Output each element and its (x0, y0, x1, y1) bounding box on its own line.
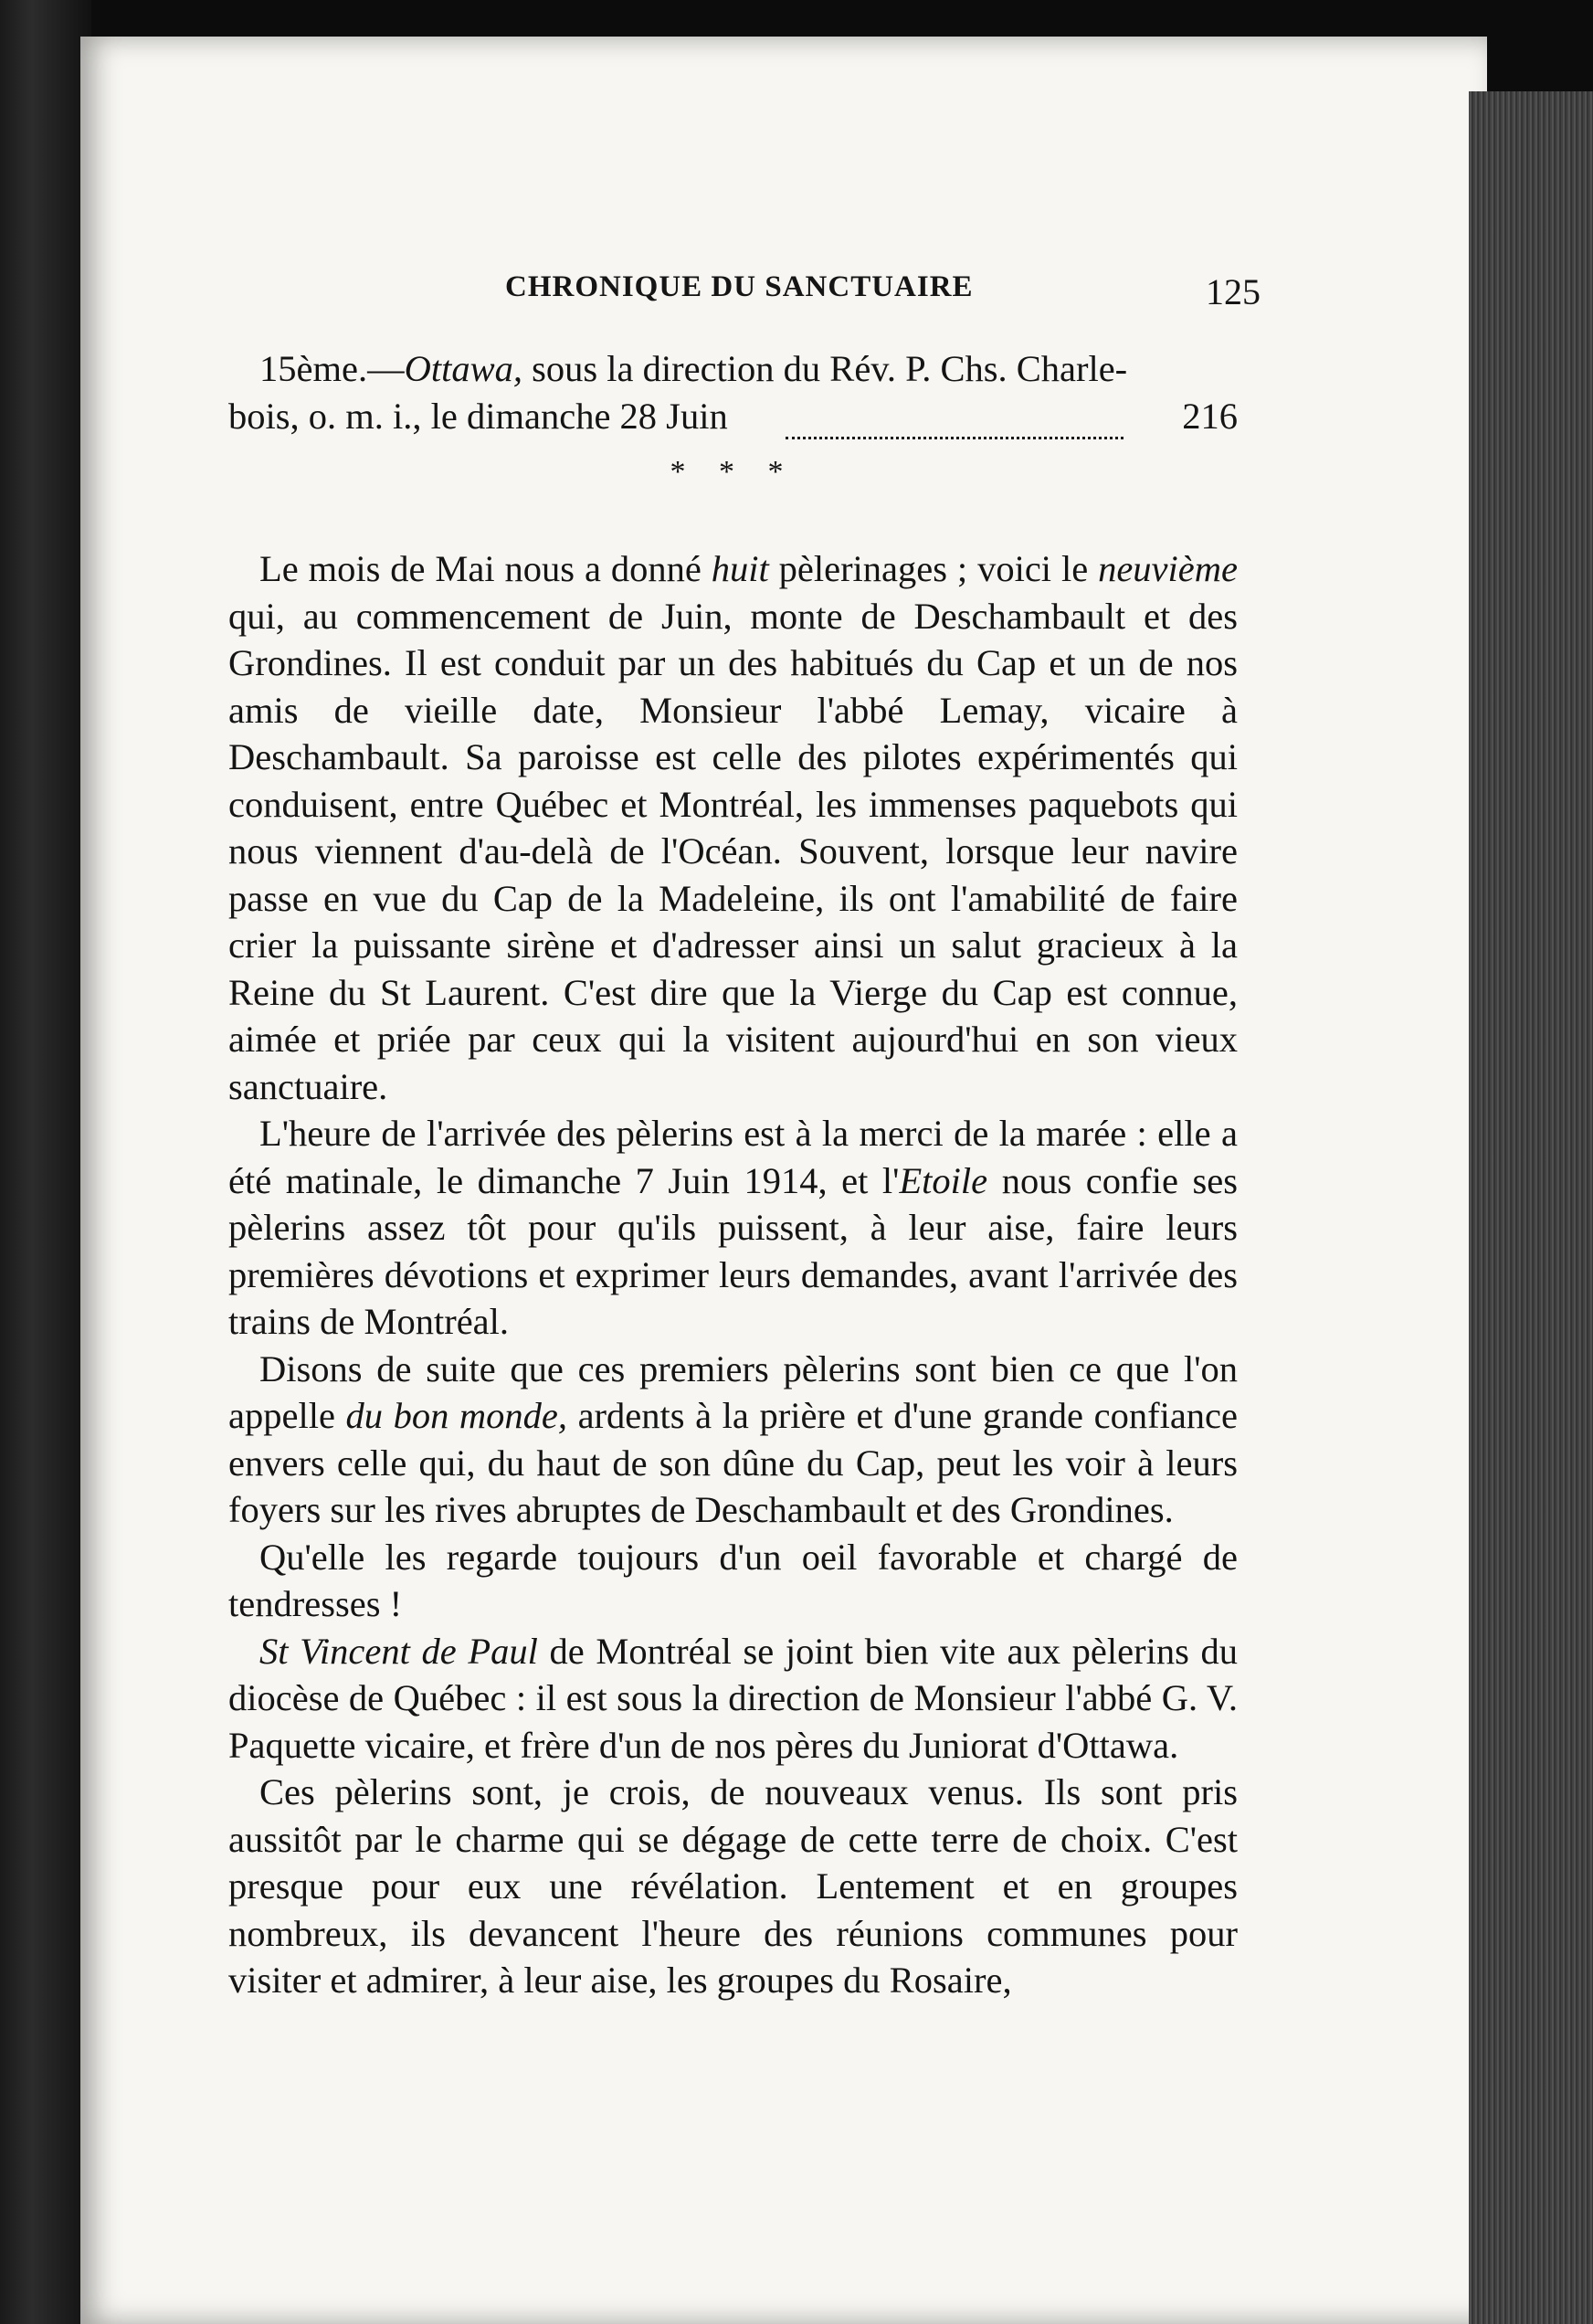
paragraph (228, 1628, 1238, 1769)
paragraph (228, 545, 1238, 1110)
list-entry (228, 345, 1238, 393)
emphasis-text: huit (711, 548, 769, 589)
separator-gap (228, 492, 1238, 545)
dot-leader (786, 393, 1124, 440)
paragraph-text: Disons de suite que ces premiers pèlerins sont bien ce que l'on appelle (228, 1347, 1238, 1436)
paragraph-text: L'heure de l'arrivée des pèlerins est à la merci de la marée : elle a été matinale, le dimanche 7 Juin 1914, et l' (228, 1113, 1238, 1201)
paragraph (228, 1769, 1238, 2004)
paragraph-text: qui, au commencement de Juin, monte de Deschambault et des Grondines. Il est conduit par un des habitués du Cap et un de nos amis de vieille date, Monsieur l'abbé Lemay, vicaire à Deschambault. Sa paroisse est celle des pilotes expérimentés qui conduisent, entre Québec et Montréal, les immenses paquebots qui nous viennent d'au-delà de l'Océan. Souvent, lorsque leur navire passe en vue du Cap de la Madeleine, ils ont l'amabilité de faire crier la puissante sirène et d'adresser ainsi un salut gracieux à la Reine du St Laurent. C'est dire que la Vierge du Cap est connue, aimée et priée par ceux qui la visitent aujourd'hui en son vieux sanctuaire. (228, 595, 1238, 1107)
running-title: CHRONIQUE DU SANCTUAIRE (505, 270, 974, 303)
paragraph-text: nous confie ses pèlerins assez tôt pour qu'ils puissent, à leur aise, faire leurs premières dévotions et exprimer leurs demandes, avant l'arrivée des trains de Montréal. (228, 1159, 1238, 1342)
list-entry-place: Ottawa, (404, 348, 522, 389)
list-entry-count: 216 (1182, 395, 1238, 437)
book-gutter-left (0, 0, 91, 2324)
book-page-edges (1469, 91, 1593, 2324)
paragraph-text: ardents à la prière et d'une grande confiance envers celle qui, du haut de son dûne du Cap, peut les voir à leurs foyers sur les rives abruptes de Deschambault et des Grondines. (228, 1395, 1238, 1530)
list-entry-date: bois, o. m. i., le dimanche 28 Juin (228, 395, 728, 437)
list-entry-line2 (228, 393, 1238, 440)
emphasis-text: du bon monde, (345, 1395, 568, 1436)
paragraph-text: Le mois de Mai nous a donné (259, 548, 712, 589)
paragraph (228, 1346, 1238, 1534)
emphasis-text: neuvième (1098, 548, 1238, 589)
list-entry-rest: sous la direction du Rév. P. Chs. Charle- (522, 348, 1128, 389)
list-entry-lead: 15ème.— (259, 348, 405, 389)
emphasis-text: Etoile (899, 1159, 988, 1201)
emphasis-text: St Vincent de Paul (259, 1630, 538, 1672)
paragraph (228, 1534, 1238, 1628)
paragraph-text: pèlerinages ; voici le (768, 548, 1099, 589)
paragraph (228, 1110, 1238, 1346)
paragraph-text: de Montréal se joint bien vite aux pèlerins du diocèse de Québec : il est sous la direction de Monsieur l'abbé G. V. Paquette vicaire, et frère d'un de nos pères du Juniorat d'Ottawa. (228, 1630, 1238, 1766)
body-text (228, 345, 1238, 2004)
section-separator: * * * (670, 455, 796, 489)
paragraph-text: Qu'elle les regarde toujours d'un oeil favorable et chargé de tendresses ! (228, 1536, 1238, 1624)
paragraph-text: Ces pèlerins sont, je crois, de nouveaux venus. Ils sont pris aussitôt par le charme qui se dégage de cette terre de choix. C'est presque pour eux une révélation. Lentement et en groupes nombreux, ils devancent l'heure des réunions communes pour visiter et admirer, à leur aise, les groupes du Rosaire, (228, 1771, 1238, 2001)
page-number: 125 (1206, 271, 1261, 312)
